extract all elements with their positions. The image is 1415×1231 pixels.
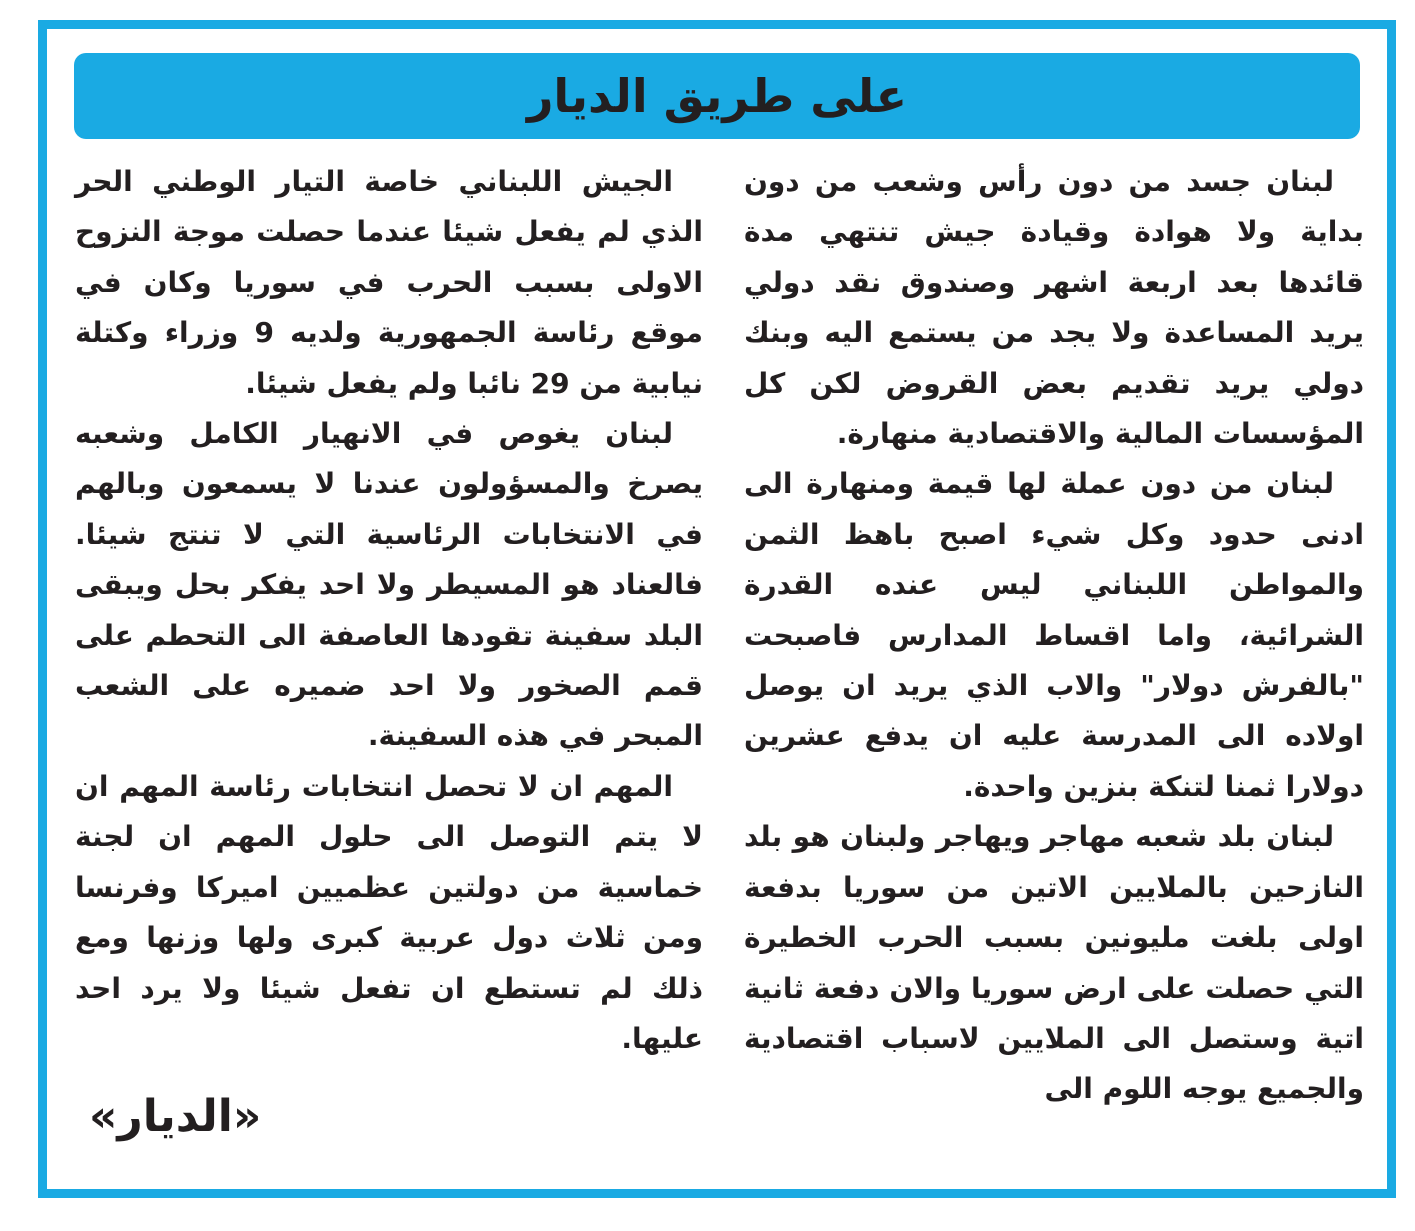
- signature: «الديار»: [89, 1091, 262, 1142]
- article-column-left: [75, 157, 703, 1064]
- article-paragraph: المهم ان لا تحصل انتخابات رئاسة المهم ان لا يتم التوصل الى حلول المهم ان لجنة خماسية من دولتين عظميين اميركا وفرنسا ومن ثلاث دول عربية كبرى ولها وزنها ومع ذلك لم تستطع ان تفعل شيئا ولا يرد احد عليها.: [75, 769, 703, 1055]
- article-paragraph: لبنان يغوص في الانهيار الكامل وشعبه يصرخ والمسؤولون عندنا لا يسمعون وبالهم في الانتخابات الرئاسية التي لا تنتج شيئا. فالعناد هو المسيطر ولا احد يفكر بحل ويبقى البلد سفينة تقودها العاصفة الى التحطم على قمم الصخور ولا احد ضميره على الشعب المبحر في هذه السفينة.: [75, 417, 703, 753]
- article-frame: [38, 20, 1396, 1198]
- header-bar: [74, 53, 1360, 139]
- article-paragraph: الجيش اللبناني خاصة التيار الوطني الحر الذي لم يفعل شيئا عندما حصلت موجة النزوح الاولى بسبب الحرب في سوريا وكان في موقع رئاسة الجمهورية ولديه 9 وزراء وكتلة نيابية من 29 نائبا ولم يفعل شيئا.: [75, 165, 703, 400]
- column-title: على طريق الديار: [526, 69, 908, 123]
- article-paragraph: لبنان من دون عملة لها قيمة ومنهارة الى ادنى حدود وكل شيء اصبح باهظ الثمن والمواطن اللبناني ليس عنده القدرة الشرائية، واما اقساط المدارس فاصبحت "بالفرش دولار" والاب الذي يريد ان يوصل اولاده الى المدرسة عليه ان يدفع عشرين دولارا ثمنا لتنكة بنزين واحدة.: [744, 467, 1364, 803]
- article-paragraph: لبنان بلد شعبه مهاجر ويهاجر ولبنان هو بلد النازحين بالملايين الاتين من سوريا بدفعة اولى بلغت مليونين بسبب الحرب الخطيرة التي حصلت على ارض سوريا والان دفعة ثانية اتية وستصل الى الملايين لاسباب اقتصادية والجميع يوجه اللوم الى: [744, 820, 1364, 1106]
- article-column-right: [744, 157, 1364, 1115]
- article-paragraph: لبنان جسد من دون رأس وشعب من دون بداية ولا هوادة وقيادة جيش تنتهي مدة قائدها بعد اربعة اشهر وصندوق نقد دولي يريد المساعدة ولا يجد من يستمع اليه وبنك دولي يريد تقديم بعض القروض لكن كل المؤسسات المالية والاقتصادية منهارة.: [744, 165, 1364, 451]
